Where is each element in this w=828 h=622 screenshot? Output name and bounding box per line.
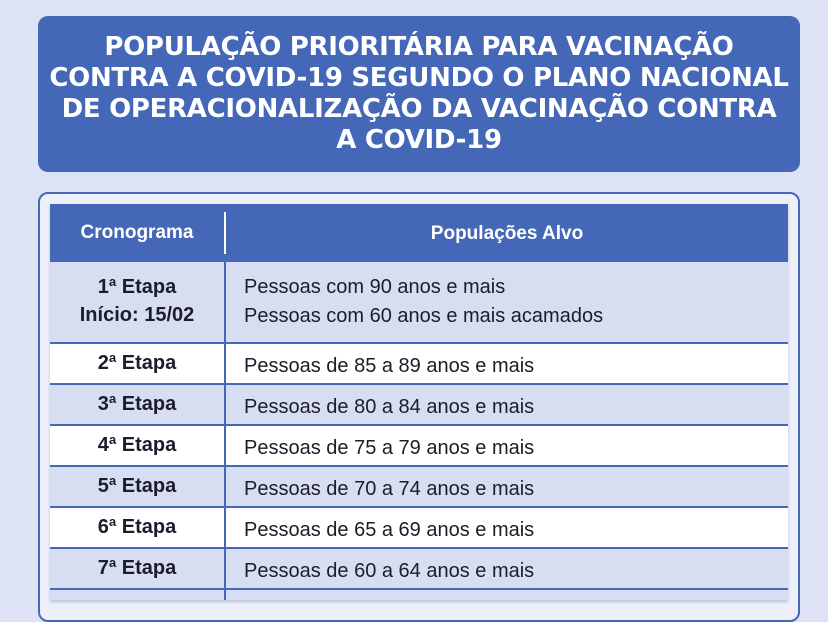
stage-label: 3ª Etapa [50,385,226,424]
population-text: Pessoas com 60 anos e mais acamados [244,305,604,327]
table-header-row [50,204,788,262]
tail-cell [50,590,226,600]
population-cell [226,426,788,465]
table-row [50,549,788,590]
stage-label: 4ª Etapa [50,426,226,465]
stage-cell [50,262,226,342]
table-tail [50,590,788,600]
table-row [50,262,788,344]
population-text: Pessoas de 65 a 69 anos e mais [244,519,535,541]
page-title: POPULAÇÃO PRIORITÁRIA PARA VACINAÇÃO CONTRA A COVID-19 SEGUNDO O PLANO NACIONAL DE OPERACIONALIZAÇÃO DA VACINAÇÃO CONTRA A COVID-19 [49,32,789,155]
tail-cell [226,590,788,600]
population-cell [226,344,788,383]
population-cell [226,508,788,547]
table-row [50,385,788,426]
table-row [50,426,788,467]
stage-label: 6ª Etapa [50,508,226,547]
population-cell [226,549,788,588]
table-row [50,344,788,385]
stage-label: 1ª Etapa [97,276,177,298]
population-text: Pessoas com 90 anos e mais [244,276,506,298]
header-populacoes-alvo: Populações Alvo [430,222,584,244]
stage-label: 7ª Etapa [50,549,226,588]
population-text: Pessoas de 80 a 84 anos e mais [244,396,535,418]
population-cell [226,262,788,342]
stage-label: 2ª Etapa [50,344,226,383]
schedule-table [50,204,788,600]
stage-label: 5ª Etapa [50,467,226,506]
title-banner [38,16,800,172]
header-cronograma: Cronograma [50,212,226,254]
population-cell [226,385,788,424]
population-text: Pessoas de 75 a 79 anos e mais [244,437,535,459]
population-text: Pessoas de 85 a 89 anos e mais [244,355,535,377]
population-text: Pessoas de 70 a 74 anos e mais [244,478,535,500]
stage-start-date: Início: 15/02 [79,304,195,326]
population-cell [226,467,788,506]
table-row [50,508,788,549]
population-text: Pessoas de 60 a 64 anos e mais [244,560,535,582]
table-row [50,467,788,508]
